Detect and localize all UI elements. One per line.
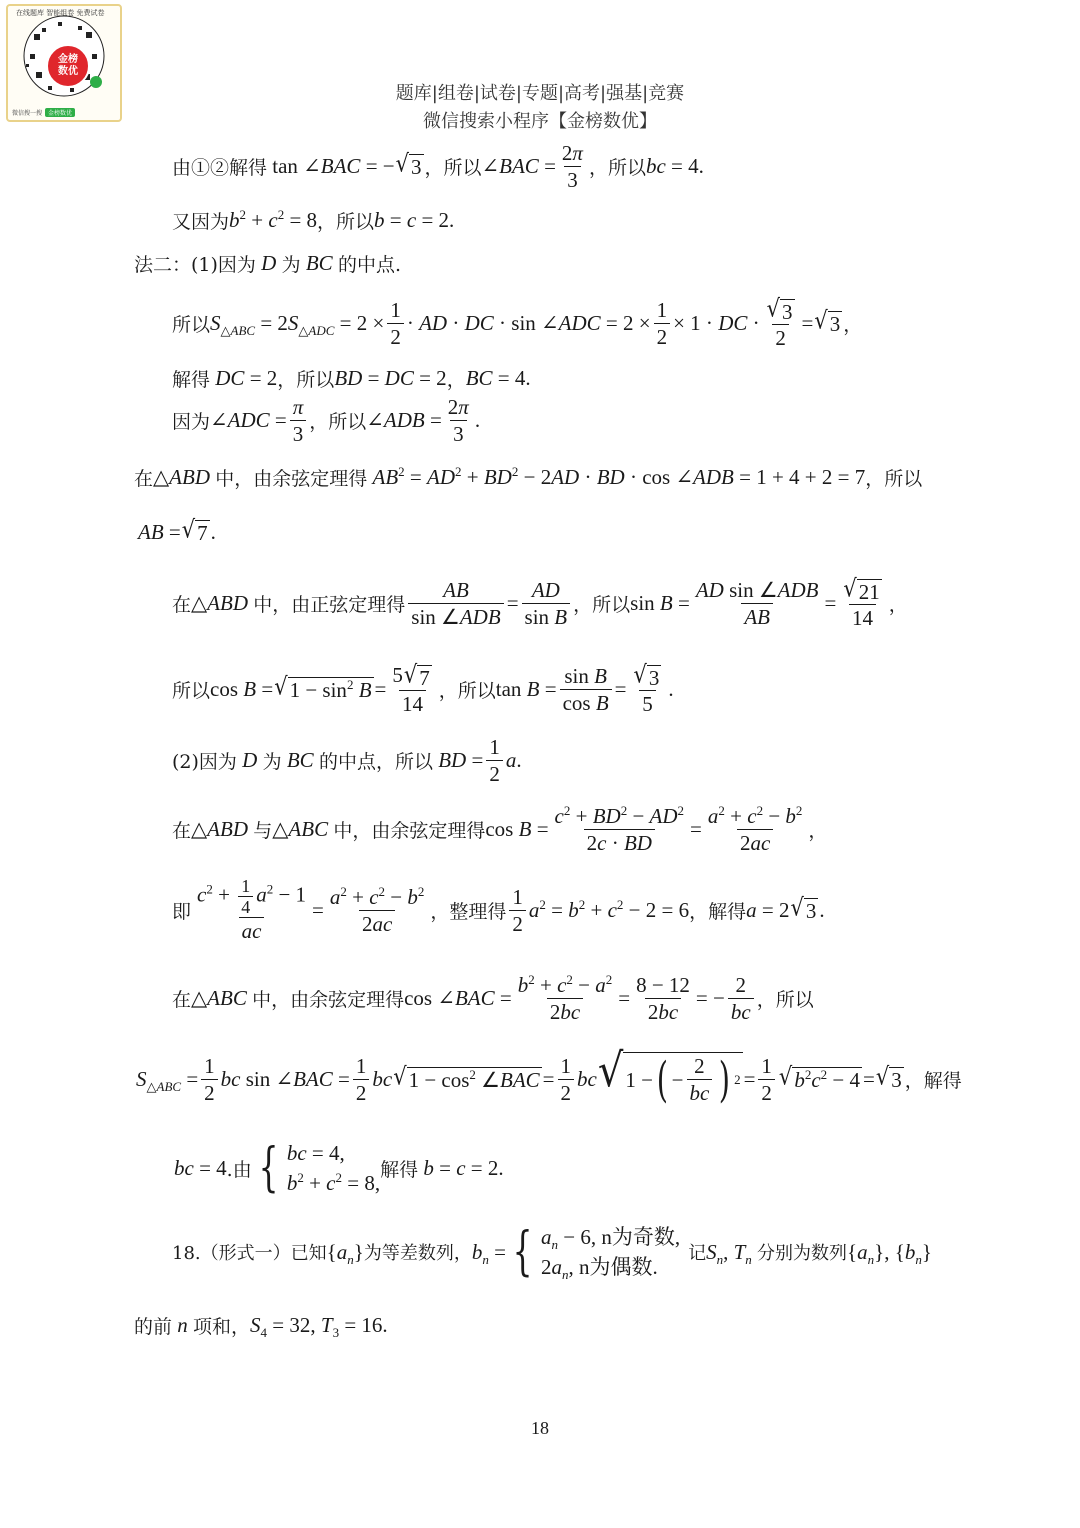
solution-line-8: AB = √ 7 .	[138, 515, 216, 545]
solution-line-13: 即 $c^2$ + $\frac{1}{4}$ $a^2 - 1$ ac = $\frac{a^2 + c^2 - b^2}{2ac}$ ，整理得 $\frac{1}{2}$ $a^2 = b^2 + c^2 - 2 = 6$ ，解得 a = 2 √ 3 .	[172, 876, 825, 943]
header-nav: 题库|组卷|试卷|专题|高考|强基|竞赛	[395, 83, 685, 104]
solution-line-12: 在 △ABD 与 △ABC 中，由余弦定理得 cos B = $\frac{c^2 + BD^2 - AD^2}{2c \cdot BD}$ = $\frac{a^2 + c^2 - b^2}{2ac}$ ，	[172, 803, 828, 855]
part-two-line: (2)因为 D 为 BC 的中点，所以 BD = $\frac{1}{2}$ a.	[172, 735, 522, 786]
header-subtitle: 微信搜索小程序【金榜数优】	[423, 111, 657, 132]
method-two-heading: 法二：(1)因为 D 为 BC 的中点.	[134, 251, 401, 276]
solution-line-16: bc = 4 .由 { bc = 4, $b^2 + c^2 = 8$, 解得 b = c = 2.	[174, 1138, 504, 1198]
page-number: 18	[531, 1418, 549, 1438]
solution-line-1: 由①②解得 tan ∠BAC = − √ 3 ，所以 ∠BAC = $\frac{2\pi}{3}$ ，所以 bc = 4.	[172, 141, 704, 192]
solution-line-2: 又因为 $b^2 + c^2 = 8$ ，所以 b = c = 2.	[172, 207, 455, 233]
brand-logo: 金榜 数优	[46, 44, 90, 88]
solution-line-5: 解得 DC = 2 ，所以 BD = DC = 2 ， BC = 4.	[172, 366, 531, 391]
problem-18-statement: 18.（形式一）已知 $\{a_n\}$ 为等差数列， $b_n$ = { $a_n - 6$, n为奇数, $2a_n$, n为偶数. 记 $S_n$, $T_n$ 分别为数列 $\{a_n\}$, $\{b_n\}$	[172, 1222, 932, 1282]
solution-line-6: 因为 ∠ADC = $\frac{\pi}{3}$ ，所以 ∠ADB = $\frac{2\pi}{3}$ .	[172, 395, 481, 446]
solution-line-9: 在 △ABD 中，由正弦定理得 $\frac{AB}{\text{sin ∠ADB}}$ = $\frac{AD}{\text{sin B}}$ ，所以 sin B = $\frac{\text{AD sin ∠ADB}}{AB}$ = √ 21 14 ，	[172, 574, 908, 630]
badge-arc-text: 在线题库 智能组卷 免费试卷	[16, 9, 105, 17]
solution-line-10: 所以 cos B = √ $1 - \sin^2 B$ = 5 √ 7 14 ，所以 tan B = $\frac{\text{sin B}}{\text{cos B}}$ = √ 3 5 .	[172, 660, 674, 716]
solution-line-15: $S_{\triangle ABC}$ = $\frac{1}{2}$ bc sin ∠BAC = $\frac{1}{2}$ bc √ $1 - \cos^2$ ∠BAC = $\frac{1}{2}$ bc √ 1 − ( − $\frac{2}{bc}$ ) 2 = $\frac{1}{2}$ √ $b^2c^2 - 4$ = √ 3 ，解得	[136, 1044, 962, 1108]
page-header	[0, 80, 1080, 136]
badge-caption: 微信搜一搜 金榜数优	[12, 106, 116, 118]
solution-line-14: 在 △ABC 中，由余弦定理得 cos ∠BAC = $\frac{b^2 + c^2 - a^2}{2bc}$ = $\frac{8 - 12}{2bc}$ = − $\frac{2}{bc}$ ，所以	[172, 972, 814, 1024]
problem-18-continued: 的前 n 项和， $S_4 = 32$, $T_3 = 16$.	[134, 1313, 388, 1340]
solution-line-7: 在 △ABD 中，由余弦定理得 $AB^2 = AD^2 + BD^2 - 2AD$ · BD · cos ∠ADB = 1 + 4 + 2 = 7 ，所以	[134, 464, 923, 490]
solution-line-4: 所以 $S_{\triangle ABC} = 2S_{\triangle ADC} = 2$ × $\frac{1}{2}$ · AD · DC · sin ∠ADC = 2 × $\frac{1}{2}$ × 1 · DC · √ 3 2 = √ 3 ，	[172, 294, 863, 350]
